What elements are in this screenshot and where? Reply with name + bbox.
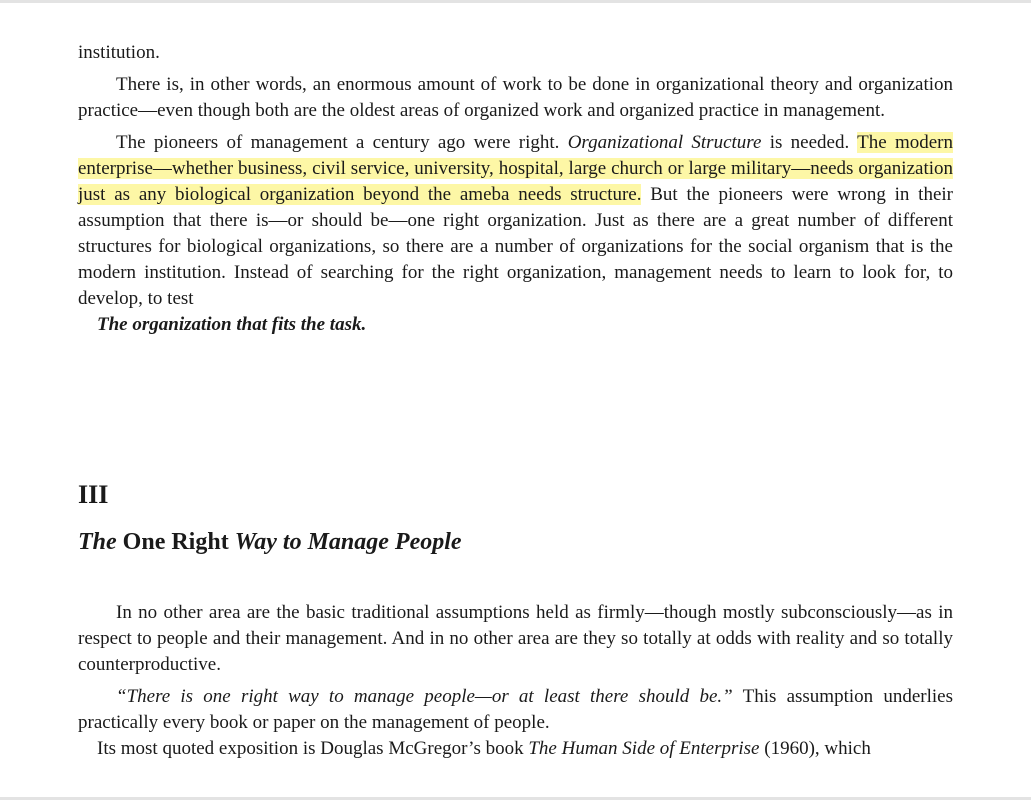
paragraph-text: But the pioneers were wrong in their assumption that there is—or should be—one right organization. Just as there are a great number of different structures for biological organizations, so there are a number of organizations for the social organism that is the modern institution. Instead of searching for the right organization, management needs to learn to look for, to develop, to test <box>78 184 953 309</box>
paragraph-text: The pioneers of management a century ago were right. <box>116 132 568 153</box>
paragraph-text: Its most quoted exposition is Douglas McGregor’s book <box>97 738 529 759</box>
italic-term: Organizational Structure <box>567 132 762 153</box>
section-title-part: Way to Manage People <box>234 529 462 555</box>
paragraph-text: This assumption underlies practically every book or paper on the management of people. <box>78 686 954 733</box>
italic-quote: “There is one right way to manage people—or at least there should be.” <box>116 686 733 707</box>
book-title: The Human Side of Enterprise <box>528 738 760 759</box>
page-top-border <box>0 0 1031 3</box>
paragraph <box>78 736 953 762</box>
document-page <box>78 40 954 759</box>
section-title-part: One Right <box>116 529 235 555</box>
paragraph: There is, in other words, an enormous amount of work to be done in organizational theory and organization practice—even though both are the oldest areas of organized work and organized practice in management. <box>78 74 953 121</box>
text-highlight[interactable]: The modern enterprise—whether business, civil service, university, hospital, large church or large military—needs organization just as any biological organization beyond the ameba needs structure. <box>78 132 953 205</box>
paragraph: In no other area are the basic traditional assumptions held as firmly—though mostly subconsciously—as in respect to people and their management. And in no other area are they so totally at odds with reality and so totally counterproductive. <box>78 602 953 675</box>
paragraph-fragment: institution. <box>78 42 160 63</box>
section-title <box>78 527 462 557</box>
paragraph-text: is needed. <box>761 132 858 153</box>
paragraph <box>78 684 953 736</box>
paragraph-highlighted <box>78 130 953 312</box>
section-number: III <box>78 480 109 509</box>
section-title-part: The <box>78 529 117 555</box>
emphasis-line: The organization that fits the task. <box>97 314 367 335</box>
paragraph-text: (1960), which <box>759 738 871 759</box>
section-body <box>78 600 953 762</box>
